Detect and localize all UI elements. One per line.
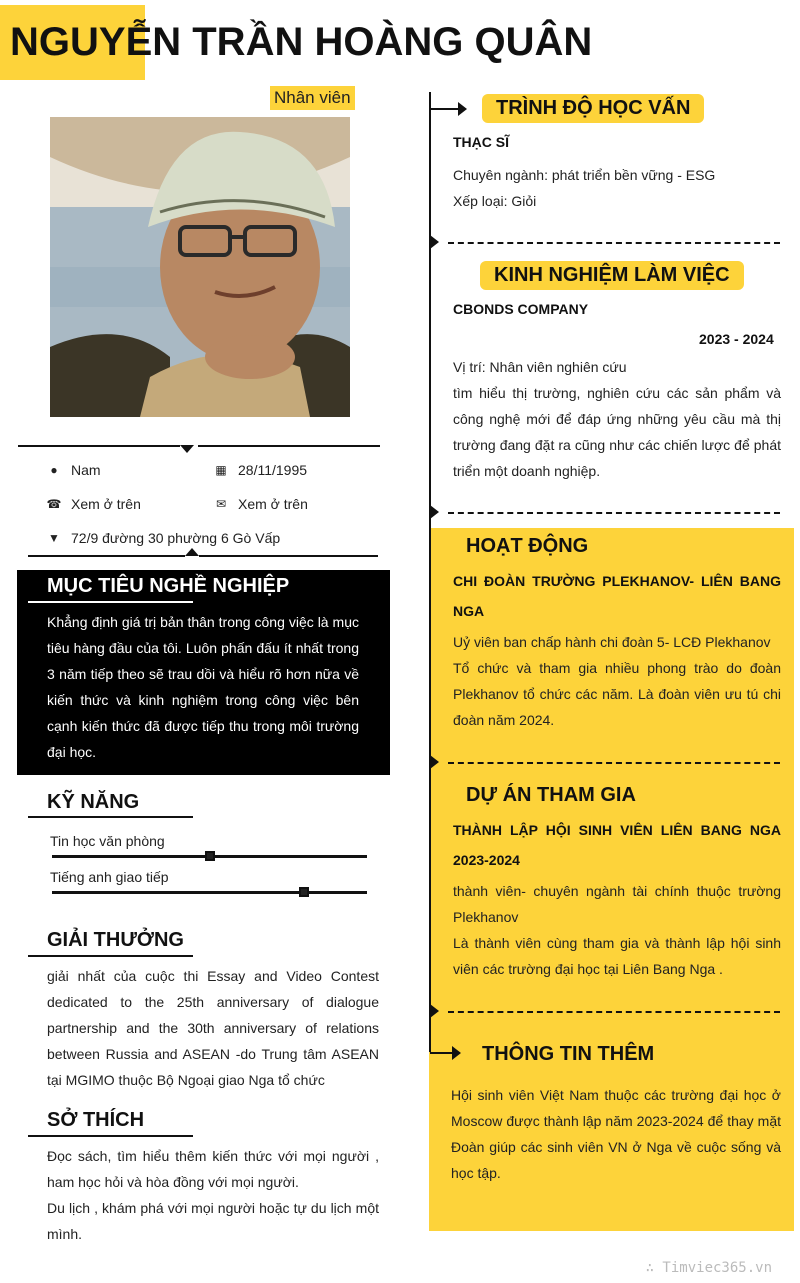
map-marker-icon: ▼	[48, 531, 60, 545]
watermark-text: Timviec365.vn	[662, 1260, 772, 1276]
timeline-marker	[430, 235, 439, 249]
birthday-row	[212, 462, 307, 478]
timeline-marker	[430, 1004, 439, 1018]
section-divider	[448, 762, 780, 764]
timeline-marker	[430, 755, 439, 769]
skills-title: KỸ NĂNG	[47, 791, 140, 813]
experience-period: 2023 - 2024	[699, 331, 774, 347]
objective-title: MỤC TIÊU NGHỀ NGHIỆP	[47, 575, 290, 597]
awards-underline	[28, 955, 193, 957]
activities-role: Uỷ viên ban chấp hành chi đoàn 5- LCĐ Plekhanov	[453, 634, 771, 650]
section-divider	[448, 512, 780, 514]
candidate-name: NGUYỄN TRẦN HOÀNG QUÂN	[10, 20, 593, 64]
skill-level-knob	[205, 851, 215, 861]
info-bottom-notch	[185, 548, 199, 556]
email-value: Xem ở trên	[238, 496, 308, 512]
objective-underline	[28, 601, 193, 603]
info-top-line-left	[18, 445, 180, 447]
timeline-marker	[430, 505, 439, 519]
skill-label: Tiếng anh giao tiếp	[50, 869, 169, 885]
address-row	[45, 530, 280, 546]
experience-position: Vị trí: Nhân viên nghiên cứu	[453, 359, 627, 375]
watermark: ∴ Timviec365.vn	[645, 1260, 772, 1276]
awards-text: giải nhất của cuộc thi Essay and Video Contest dedicated to the 25th anniversary of dialogue partnership and the 30th anniversary of relations between Russia and ASEAN -do Trung tâm ASEAN tại MGIMO thuộc Bộ Ngoại giao Nga tổ chức	[47, 968, 379, 1088]
arrow-right-icon	[452, 1046, 461, 1060]
envelope-icon: ✉	[215, 497, 227, 511]
education-title: TRÌNH ĐỘ HỌC VẤN	[482, 94, 704, 123]
calendar-icon: ▦	[215, 463, 227, 477]
experience-title: KINH NGHIỆM LÀM VIỆC	[480, 261, 744, 290]
experience-description: tìm hiểu thị trường, nghiên cứu các sản phẩm và công nghệ mới để đáp ứng những yêu cầu mà thị trường đang đặt ra cũng như các chiến lược để phát triển một doanh nghiệp.	[453, 385, 781, 479]
section-divider	[448, 1011, 780, 1013]
avatar	[50, 117, 350, 417]
phone-icon: ☎	[46, 497, 62, 511]
projects-name: THÀNH LẬP HỘI SINH VIÊN LIÊN BANG NGA 2023-2024	[453, 822, 781, 868]
phone-row	[45, 496, 141, 512]
more-info-text: Hội sinh viên Việt Nam thuộc các trường đại học ở Moscow được thành lập năm 2023-2024 để thay mặt Đoàn giúp các sinh viên VN ở Nga về cuộc sống và học tập.	[451, 1087, 781, 1181]
skills-underline	[28, 816, 193, 818]
projects-role: thành viên- chuyên ngành tài chính thuộc trường Plekhanov	[453, 883, 781, 925]
address-value: 72/9 đường 30 phường 6 Gò Vấp	[71, 530, 281, 546]
activities-organization: CHI ĐOÀN TRƯỜNG PLEKHANOV- LIÊN BANG NGA	[453, 573, 781, 619]
job-title: Nhân viên	[270, 86, 355, 110]
info-top-line-right	[198, 445, 380, 447]
timeline-connector	[430, 108, 458, 110]
phone-value: Xem ở trên	[71, 496, 141, 512]
info-bottom-line-left	[28, 555, 185, 557]
info-bottom-line-right	[199, 555, 378, 557]
experience-company: CBONDS COMPANY	[453, 301, 589, 317]
hobbies-text-2: Du lịch , khám phá với mọi người hoặc tự du lịch một mình.	[47, 1200, 379, 1242]
gender-row	[45, 462, 101, 478]
gender-value: Nam	[71, 462, 101, 478]
user-icon: ●	[50, 463, 58, 477]
skill-label: Tin học văn phòng	[50, 833, 165, 849]
activities-title: HOẠT ĐỘNG	[466, 535, 589, 557]
education-degree: THẠC SĨ	[453, 134, 509, 150]
hobbies-title: SỞ THÍCH	[47, 1109, 145, 1131]
objective-text: Khẳng định giá trị bản thân trong công việc là mục tiêu hàng đầu của tôi. Luôn phấn đấu ít nhất trong 3 năm tiếp theo sẽ trau dồi và hiểu rõ hơn nữa về kiến thức và kinh nghiệm trong công việc bên cạnh kiến thức đã được tiếp thu trong môi trường đại học.	[47, 614, 359, 760]
projects-title: DỰ ÁN THAM GIA	[466, 784, 636, 806]
awards-title: GIẢI THƯỞNG	[47, 929, 184, 951]
activities-description: Tổ chức và tham gia nhiều phong trào do đoàn Plekhanov tổ chức các năm. Là đoàn viên ưu tú chi đoàn năm 2024.	[453, 660, 781, 728]
section-divider	[448, 242, 780, 244]
arrow-right-icon	[458, 102, 467, 116]
email-row	[212, 496, 308, 512]
hobbies-text-1: Đọc sách, tìm hiểu thêm kiến thức với mọi người , ham học hỏi và hòa đồng với mọi người.	[47, 1148, 379, 1190]
hobbies-underline	[28, 1135, 193, 1137]
skill-level-knob	[299, 887, 309, 897]
education-major: Chuyên ngành: phát triển bền vững - ESG	[453, 167, 716, 183]
more-info-title: THÔNG TIN THÊM	[482, 1043, 655, 1065]
info-top-notch	[180, 445, 194, 453]
projects-description: Là thành viên cùng tham gia và thành lập hội sinh viên các trường đại học tại Liên Bang Nga .	[453, 935, 781, 977]
birthday-value: 28/11/1995	[238, 462, 308, 478]
education-rank: Xếp loại: Giỏi	[453, 193, 537, 209]
skill-track	[52, 891, 367, 894]
